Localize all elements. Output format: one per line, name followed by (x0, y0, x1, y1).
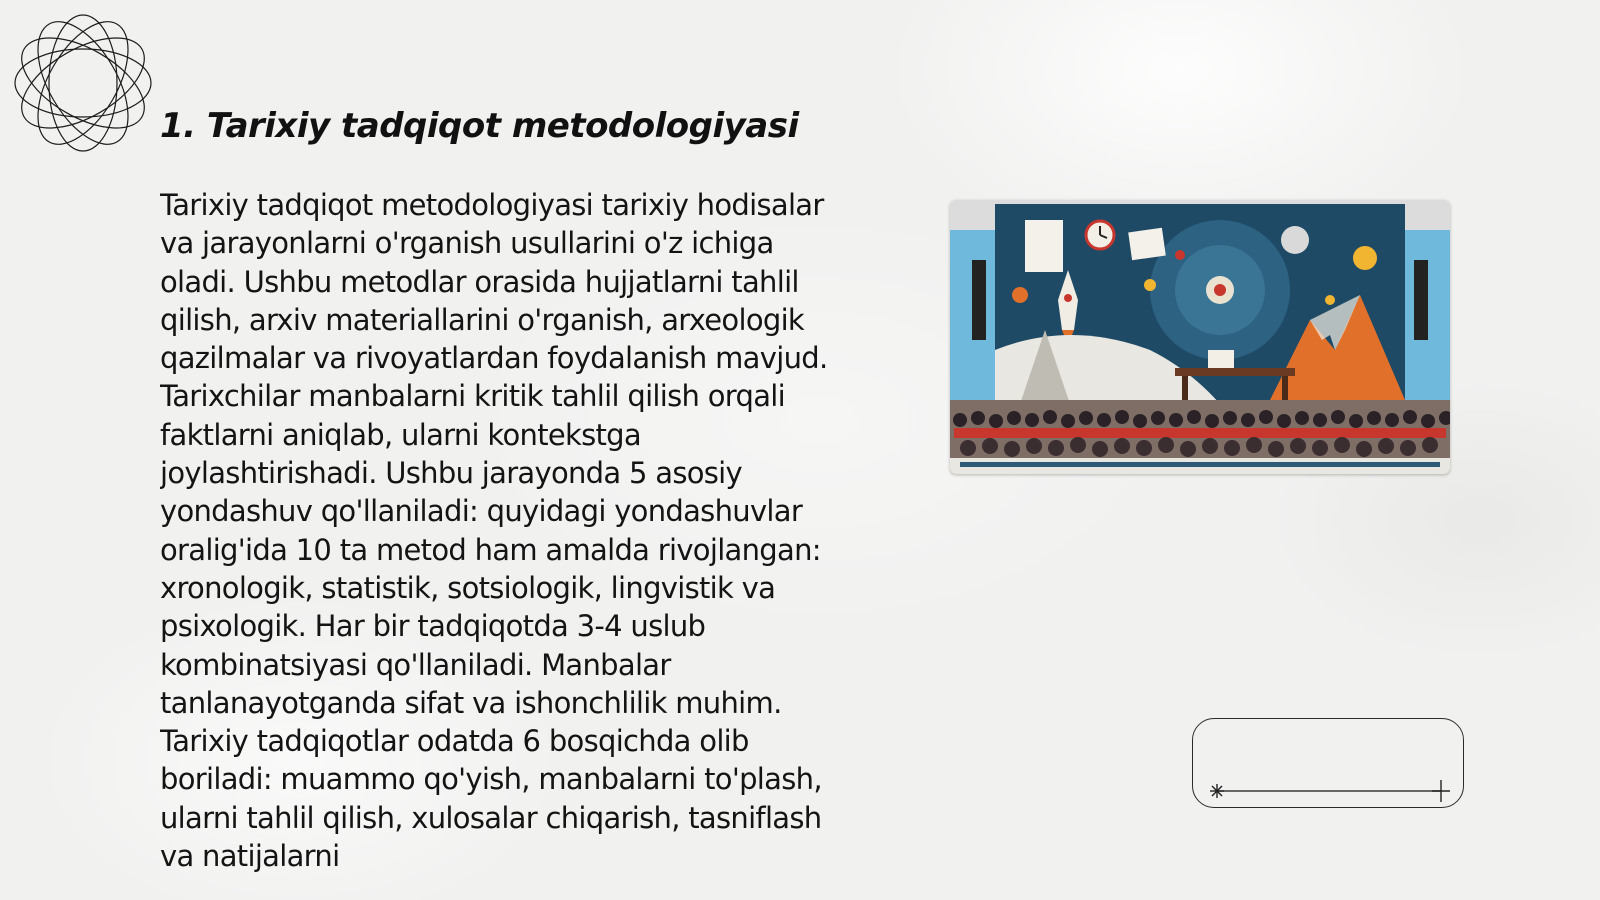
timeline-box (1192, 718, 1464, 808)
slide-body-text: Tarixiy tadqiqot metodologiyasi tarixiy hodisalar va jarayonlarni o'rganish usullarini o'z ichiga oladi. Ushbu metodlar orasida hujjatlarni tahlil qilish, arxiv materiallarini o'rganish, arxeologik qazilmalar va rivoyatlardan foydalanish mavjud. Tarixchilar manbalarni kritik tahlil qilish orqali faktlarni aniqlab, ularni kontekstga joylashtirishadi. Ushbu jarayonda 5 asosiy yondashuv qo'llaniladi: quyidagi yondashuvlar oralig'ida 10 ta metod ham amalda rivojlangan: xronologik, statistik, sotsiologik, lingvistik va psixologik. Har bir tadqiqotda 3-4 uslub kombinatsiyasi qo'llaniladi. Manbalar tanlanayotganda sifat va ishonchlilik muhim. Tarixiy tadqiqotlar odatda 6 bosqichda olib boriladi: muammo qo'yish, manbalarni to'plash, ularni tahlil qilish, xulosalar chiqarish, tasniflash va natijalarni (160, 188, 828, 874)
orbit-rings-icon (10, 10, 156, 156)
slide-title: 1. Tarixiy tadqiqot metodologiyasi (160, 106, 799, 146)
timeline-line-icon (1193, 719, 1465, 809)
science-lecture-hall-illustration (950, 200, 1450, 474)
